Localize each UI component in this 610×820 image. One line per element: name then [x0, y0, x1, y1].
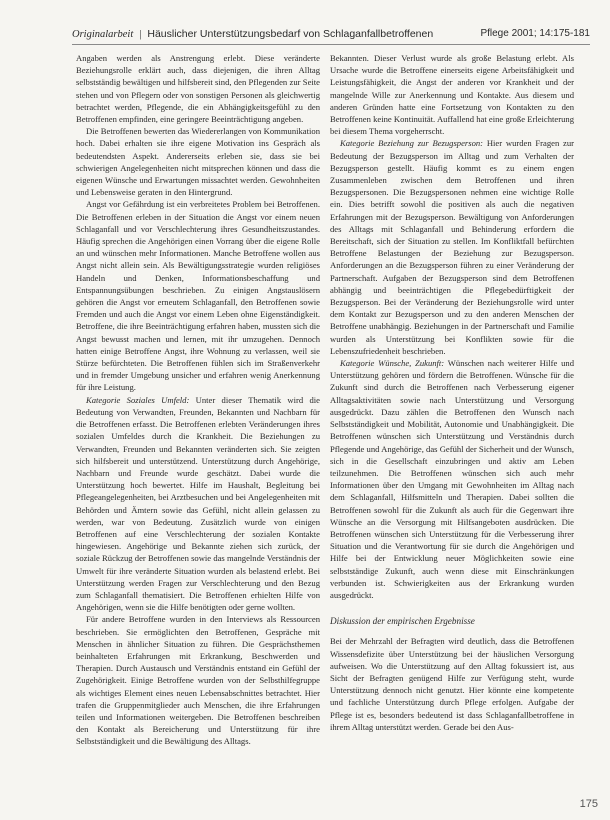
paragraph: Die Betroffenen bewerten das Wiedererlangen von Kommunikation hoch. Dabei erhalten sie ihre eigene Motivation ins Gespräch als bedeutendsten Aspekt. Andererseits erleben sie, dass sie bei schwierigen Angelegenheiten nicht mitsprechen können und dass die eigenen Wünsche und Erwartungen missachtet werden. Gewohnheiten und Lebensweise geraten in den Hintergrund.: [76, 126, 320, 198]
left-column: [76, 52, 320, 748]
paragraph: [76, 394, 320, 614]
paragraph-body: Wünschen nach weiterer Hilfe und Unterstützung gehören und fördern die Betroffenen. Wünsche für die Zukunft sind durch die Betroffenen nach Verbesserung eigener Alltagsaktivitäten sowie nach Unterstützung und Versorgung ausgedrückt. Dazu zählen die Betroffenen den Wunsch nach Selbstständigkeit und Mobilität, Autonomie und Unabhängigkeit. Die Betroffenen wünschen sich Unterstützung und Verständnis durch Pflegende und Angehörige, das Gefühl der Sicherheit und der Wunsch, sich in die Gesellschaft einzubringen und aktiv am Leben teilzunehmen. Die Betroffenen wünschen sich auch mehr Informationen über den Umgang mit Gewohnheiten im Alltag nach dem Schlaganfall, Hilfsmitteln und Therapien. Dabei sollten die Betroffenen sowohl für die Zukunft als auch für die Gegenwart ihre Wünsche an die Versorgung mit Hilfsangeboten ausdrücken. Die Betroffenen wünschen sich Unterstützung für die Verbesserung ihrer Situation und die Verantwortung für sie durch die Angehörigen und Hilfe bei der Entwicklung neuer Möglichkeiten sowie eine selbstständige Zukunft, auch wenn diese mit Einschränkungen verbunden ist. Schwierigkeiten aus der Erkrankung wurden ausgedrückt.: [330, 358, 574, 600]
paragraph: [330, 137, 574, 357]
paragraph: Bekannten. Dieser Verlust wurde als große Belastung erlebt. Als Ursache wurde die Betroffene einerseits eigene Arbeitsfähigkeit und Leistungsfähigkeit, die Angst der anderen vor Krankheit und der mangelnde Wille zur Anerkennung und Kontakte. Aus diesem und anderen Gründen hatte eine Fortsetzung von Kontakten zu den Betroffenen keine Kontinuität. Auffallend hat eine große Erleichterung bei diesem Thema vorgeherrscht.: [330, 53, 574, 137]
running-header: [72, 28, 590, 45]
paragraph: [330, 357, 574, 601]
paragraph-body: Hier wurden Fragen zur Bedeutung der Bezugsperson im Alltag und zum Verhalten der Bezugsperson gestellt. Häufig kommt es zu einem engen Zusammenleben zwischen dem Betroffenen und ihren Bezugspersonen. Die Bezugspersonen nehmen eine wichtige Rolle ein. Dies betrifft sowohl die positiven als auch die negativen Erfahrungen mit der Bezugsperson. Bewältigung von Anforderungen des Alltags mit Schlaganfall und Behinderung erfordern die Bereitschaft, sich der Situation zu stellen. Im Konfliktfall befürchten Betroffene Belastungen der Beziehung zur Bezugsperson. Anforderungen an die Bezugsperson führen zu einer Veränderung der Partnerschaft. Aufgaben der Bezugsperson sind dem Betroffenen abhängig und beeinträchtigen die Pflegebedürftigkeit der Bezugsperson. Bei der Veränderung der Beziehungsrolle wird unter dem Kontakt zur Bezugsperson und zu den anderen Menschen der Betroffene unabhängig. Beziehungen in der Partnerschaft und Familie wurden als Unterstützung bei Konflikten sowie für die Lebenszufriedenheit beschrieben.: [330, 138, 575, 356]
running-title: Häuslicher Unterstützungsbedarf von Schlaganfallbetroffenen: [147, 28, 434, 40]
page-number: 175: [579, 798, 598, 810]
issue-info: Pflege 2001; 14:175-181: [480, 28, 590, 39]
paragraph: Angst vor Gefährdung ist ein verbreitetes Problem bei Betroffenen. Die Betroffenen erleben in der Situation die Angst vor einem neuen Schlaganfall und vor Verschlechterung ihres Gesundheitszustandes. Häufig sprechen die Angehörigen einen Vorrang über die eigene Rolle an und wünschen mehr Informationen. Manche Betroffene wollen aus Angst nicht allein sein. Als Bewältigungsstrategie wurden religiöses Handeln und Denken, Informationsbeschaffung und Entspannungsübungen beschrieben. Zu einigen Angstauslösern gehören die Angst vor erneutem Schlaganfall, den Betroffenen sowie Fremden und auch die Angst vor einem Leben ohne Eigenständigkeit. Betroffene, die ihre Beeinträchtigung erfahren haben, mussten sich die Angst bewusst machen und lernen, mit ihr umzugehen. Dennoch hatten einige Betroffene Angst, ihre Wohnung zu verlassen, weil sie Stürze befürchteten. Die Betroffenen fühlen sich im Straßenverkehr und in fremder Umgebung unsicher und erfahren wenig Anerkennung für ihre Leistung.: [76, 199, 320, 393]
paragraph: Für andere Betroffene wurden in den Interviews als Ressourcen beschrieben. Sie ermöglichten den Betroffenen, Gespräche mit Menschen in ähnlicher Situation zu führen. Die Gesprächsthemen beinhalteten Erfahrungen mit Erkrankung, Beschwerden und Therapien. Durch Austausch und Verständnis entstand ein Gefühl der Zugehörigkeit. Einige Betroffene wurden von der Selbsthilfegruppe als wichtiges Element eines neuen Lebensabschnittes betrachtet. Hier trafen die Gruppenmitglieder auch Menschen, die ihre Erfahrungen teilen und Informationen weitergeben. Die Betroffenen beschreiben den Kontakt als Bereicherung und Unterstützung für ihre Selbstständigkeit und die Bewältigung des Alltags.: [76, 614, 320, 747]
category-lead: Kategorie Soziales Umfeld:: [86, 394, 190, 405]
category-lead: Kategorie Beziehung zur Bezugsperson:: [340, 138, 484, 149]
section-heading: Diskussion der empirischen Ergebnisse: [330, 616, 475, 627]
paragraph: Angaben werden als Anstrengung erlebt. Diese veränderte Beziehungsrolle erklärt auch, dass diejenigen, die ihren Alltag selbstständig bewältigen und hilfsbereit sind, den Pflegenden zur Seite stehen und von Pflegern oder von sonstigen Personen als gleichwertig betrachtet werden, Pflegende, die ein Abhängigkeitsgefühl zu den Betroffenen empfinden, eine geringere Beeinträchtigung angeben.: [76, 53, 320, 125]
category-lead: Kategorie Wünsche, Zukunft:: [340, 358, 445, 369]
journal-name: Originalarbeit: [72, 29, 134, 40]
header-separator: |: [139, 29, 142, 40]
right-column: [330, 52, 574, 733]
paragraph-body: Unter dieser Thematik wird die Bedeutung von Verwandten, Freunden, Bekannten und Nachbarn für die Betroffenen erfasst. Die Betroffenen erlebten Veränderungen ihres sozialen Umfeldes durch die Krankheit. Die Beziehungen zu Verwandten, Freunden und Bekannten veränderten sich. Sie zeigten sich hilfsbereit und unterstützend. Unterstützung durch Angehörige, Nachbarn und Freunde wurde geschätzt. Dabei wurde die Unterstützung hoch bewertet. Hilfe im Haushalt, Begleitung bei Pflegeangelegenheiten, bei Arztbesuchen und bei Angelegenheiten mit Behörden und Ämtern sowie das Gefühl, nicht allein gelassen zu werden, war von Bedeutung. Zusätzlich wurde von einigen Betroffenen auf eine Verschlechterung der sozialen Kontakte hingewiesen. Angehörige und Bekannte ziehen sich zurück, der soziale Rückzug der Betroffenen sowie das mangelnde Verständnis der Umwelt für ihre veränderte Situation wurden als belastend erlebt. Bei Unterstützung werden Fragen zur Verschlechterung und den Bezug zum Schlaganfall thematisiert. Die Betroffenen erhielten Hilfe von Angehörigen, wenn sie die Hilfe benötigten oder gerne wollten.: [76, 394, 320, 613]
paragraph: Bei der Mehrzahl der Befragten wird deutlich, dass die Betroffenen Wissensdefizite über Unterstützung bei der häuslichen Versorgung aufweisen. Wo die Unterstützung auf den Alltag fokussiert ist, aus Sicht der Befragten genügend Hilfe zur Verfügung steht, wurde Unterstützung dennoch nicht genutzt. Hier könnte eine kompetente und fachliche Unterstützung durch Pflege erfolgen. Aufgabe der Pflege ist es, besonders bedeutend ist dass Schlaganfallbetroffene in ihrem Alltag unterstützt werden. Gerade bei den Aus-: [330, 636, 574, 732]
